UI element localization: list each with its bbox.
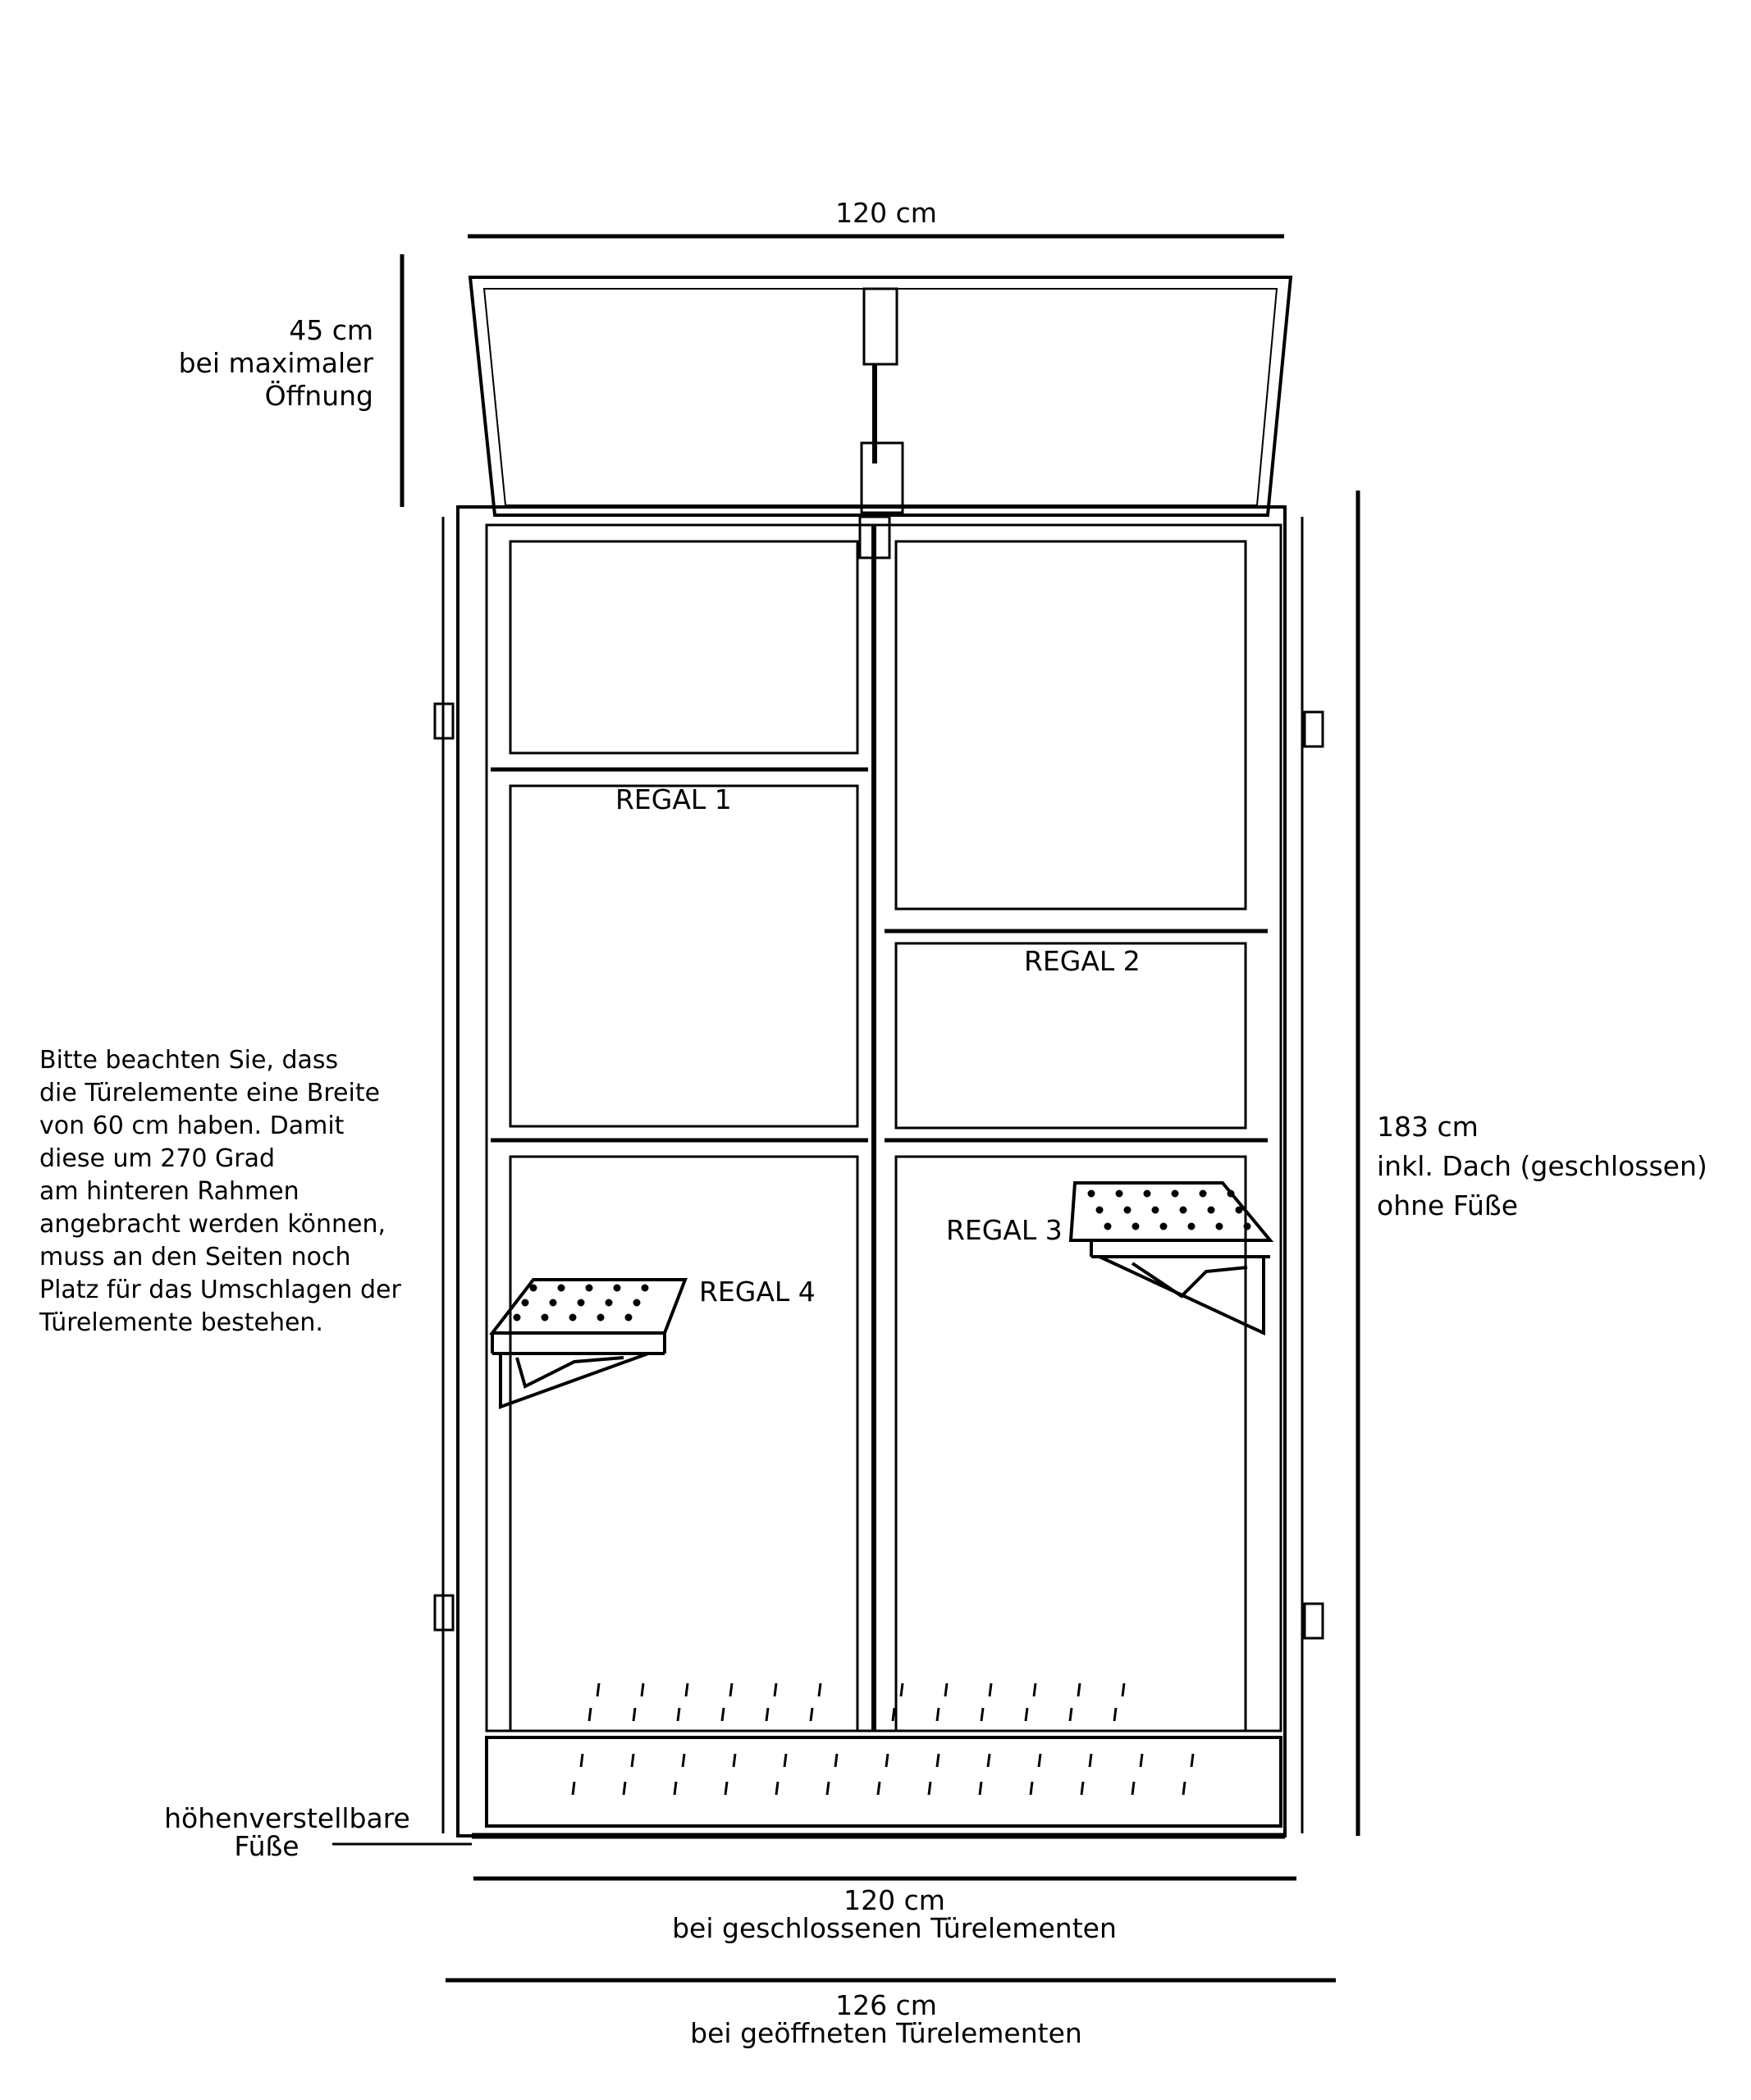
height-line-3: ohne Füße	[1377, 1189, 1518, 1221]
note-line: die Türelemente eine Breite	[39, 1079, 381, 1107]
lid-opening-value: 45 cm	[289, 314, 373, 346]
note-line: am hinteren Rahmen	[39, 1177, 299, 1206]
note-line: Bitte beachten Sie, dass	[39, 1046, 339, 1075]
regal-2-label: REGAL 2	[1024, 945, 1141, 977]
bottom-closed-value: 120 cm	[843, 1884, 945, 1916]
height-value: 183 cm	[1377, 1111, 1479, 1143]
note-line: Türelemente bestehen.	[39, 1308, 323, 1337]
lid	[470, 277, 1291, 515]
bottom-open-caption: bei geöffneten Türelementen	[690, 2017, 1082, 2049]
right-panels	[885, 541, 1268, 1731]
regal-1-label: REGAL 1	[615, 783, 732, 815]
note-line: angebracht werden können,	[39, 1210, 386, 1239]
bottom-closed-caption: bei geschlossenen Türelementen	[672, 1912, 1117, 1944]
regal-3-label: REGAL 3	[946, 1214, 1063, 1246]
height-line-2: inkl. Dach (geschlossen)	[1377, 1150, 1708, 1182]
note-line: Platz für das Umschlagen der	[39, 1276, 401, 1304]
feet-label	[123, 1802, 451, 1862]
bottom-open-label	[558, 1989, 1214, 2049]
regal-4-shelf	[492, 1280, 685, 1407]
bottom-closed-label	[566, 1884, 1223, 1944]
note-line: von 60 cm haben. Damit	[39, 1112, 345, 1140]
height-label	[1377, 1107, 1708, 1226]
door-width-note	[39, 1044, 401, 1340]
lid-opening-line-2: bei maximaler	[178, 347, 373, 379]
floor-perforations	[514, 1191, 1250, 1795]
feet-label-line-1: höhenverstellbare	[164, 1802, 410, 1834]
lid-opening-label	[115, 314, 373, 413]
cabinet-frame	[435, 507, 1323, 1836]
lid-opening-line-3: Öffnung	[264, 380, 373, 412]
note-line: diese um 270 Grad	[39, 1144, 276, 1173]
feet-label-line-2: Füße	[234, 1830, 299, 1862]
left-panels	[491, 541, 868, 1731]
regal-4-label: REGAL 4	[699, 1276, 816, 1308]
top-width-label: 120 cm	[835, 197, 937, 229]
bottom-open-value: 126 cm	[835, 1989, 937, 2021]
regal-3-shelf	[1071, 1183, 1270, 1333]
note-line: muss an den Seiten noch	[39, 1243, 351, 1271]
